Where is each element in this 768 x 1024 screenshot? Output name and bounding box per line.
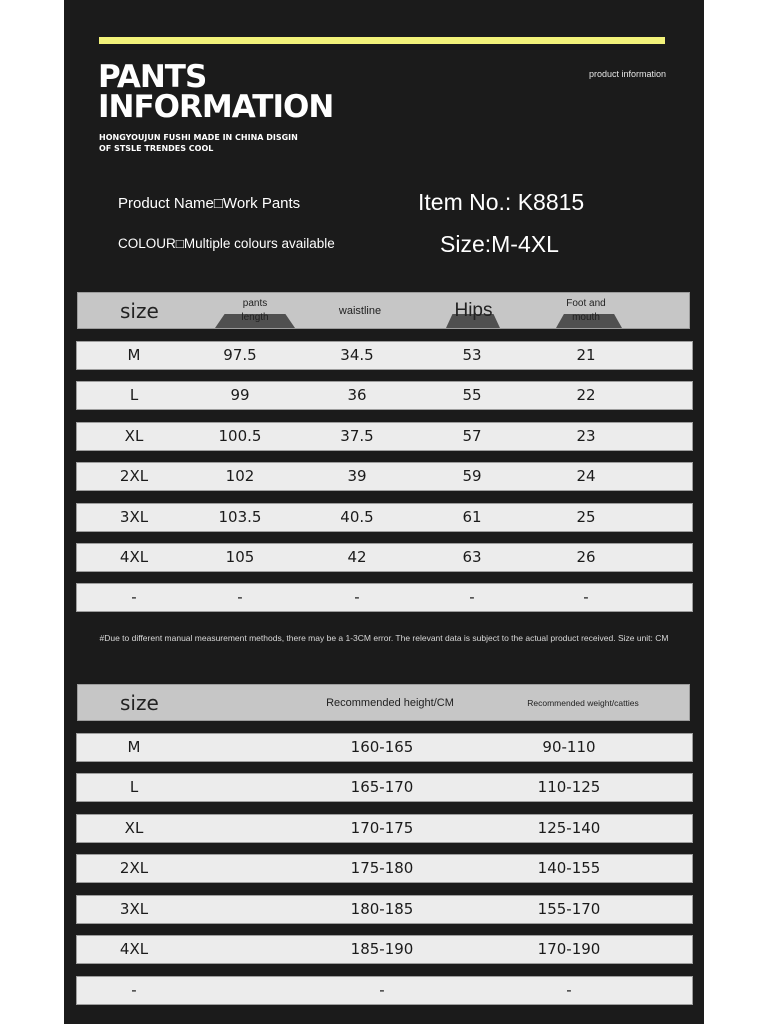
cell-weight: 170-190 — [537, 940, 601, 958]
table-row — [76, 976, 693, 1005]
cell-foot-mouth: 21 — [576, 346, 596, 364]
cell-size: M — [127, 738, 141, 756]
table-row — [76, 733, 693, 762]
cell-waistline: 40.5 — [340, 508, 374, 526]
pants-info-panel — [64, 0, 704, 1024]
cell-pants-length: 99 — [230, 386, 250, 404]
cell-hips: 57 — [462, 427, 482, 445]
cell-size: 3XL — [119, 508, 149, 526]
cell-waistline: 42 — [347, 548, 367, 566]
cell-size: 4XL — [119, 548, 149, 566]
cell-height: 185-190 — [350, 940, 414, 958]
cell-foot-mouth: 25 — [576, 508, 596, 526]
header-pants-length-line-1: pants — [242, 297, 268, 309]
cell-waistline: 37.5 — [340, 427, 374, 445]
cell-height: 170-175 — [350, 819, 414, 837]
cell-size: XL — [124, 819, 144, 837]
header-foot-mouth-line-2: mouth — [572, 311, 600, 323]
accent-bar — [99, 37, 665, 44]
cell-weight: 125-140 — [537, 819, 601, 837]
header-pants-length-line-2: length — [241, 311, 269, 323]
cell-size: M — [127, 346, 141, 364]
header-recommended-weight: Recommended weight/catties — [527, 697, 639, 708]
size-range: Size:M-4XL — [440, 231, 559, 257]
cell-height: 180-185 — [350, 900, 414, 918]
product-information-tag: product information — [588, 69, 666, 79]
cell-pants-length: 103.5 — [218, 508, 262, 526]
cell-weight: 110-125 — [537, 778, 601, 796]
brand-subtitle — [99, 132, 298, 154]
cell-foot-mouth: 23 — [576, 427, 596, 445]
cell-size: 4XL — [119, 940, 149, 958]
table-row — [76, 583, 693, 612]
table-row — [76, 462, 693, 491]
cell-height: 160-165 — [350, 738, 414, 756]
product-colour: COLOUR□Multiple colours available — [118, 236, 335, 251]
cell-size: 2XL — [119, 859, 149, 877]
cell-hips: 53 — [462, 346, 482, 364]
recommend-table-header — [77, 684, 690, 721]
cell-height: 165-170 — [350, 778, 414, 796]
cell-hips: 61 — [462, 508, 482, 526]
item-number: Item No.: K8815 — [418, 189, 585, 215]
table-row — [76, 895, 693, 924]
table-row — [76, 503, 693, 532]
header-foot-mouth-line-1: Foot and — [566, 297, 606, 309]
cell-weight: 90-110 — [542, 738, 596, 756]
cell-foot-mouth: - — [583, 588, 589, 606]
cell-weight: 155-170 — [537, 900, 601, 918]
cell-size: - — [131, 588, 137, 606]
cell-height: - — [379, 981, 385, 999]
header-foot-mouth — [536, 293, 636, 328]
header-recommended-height: Recommended height/CM — [326, 696, 454, 709]
cell-foot-mouth: 24 — [576, 467, 596, 485]
table-row — [76, 422, 693, 451]
cell-size: L — [129, 386, 139, 404]
cell-waistline: 36 — [347, 386, 367, 404]
header-waistline: waistline — [338, 304, 382, 317]
cell-hips: 63 — [462, 548, 482, 566]
header-hips: Hips — [454, 299, 493, 321]
cell-weight: - — [566, 981, 572, 999]
cell-waistline: - — [354, 588, 360, 606]
header-size: size — [120, 298, 159, 323]
page-title — [98, 59, 334, 125]
cell-waistline: 34.5 — [340, 346, 374, 364]
header-size: size — [120, 690, 159, 715]
cell-hips: - — [469, 588, 475, 606]
table-row — [76, 935, 693, 964]
cell-size: 3XL — [119, 900, 149, 918]
cell-foot-mouth: 22 — [576, 386, 596, 404]
measurement-note: #Due to different manual measurement methods, there may be a 1-3CM error. The relevant data is subject to the actual product received. Size unit: CM — [99, 633, 669, 643]
cell-pants-length: 100.5 — [218, 427, 262, 445]
cell-size: - — [131, 981, 137, 999]
title-line-1: PANTS — [98, 59, 207, 95]
cell-size: XL — [124, 427, 144, 445]
table-row — [76, 381, 693, 410]
measure-table-header — [77, 292, 690, 329]
header-pants-length — [205, 293, 305, 328]
table-row — [76, 341, 693, 370]
table-row — [76, 814, 693, 843]
table-row — [76, 773, 693, 802]
product-name: Product Name□Work Pants — [118, 195, 301, 212]
title-line-2: INFORMATION — [98, 89, 334, 125]
cell-foot-mouth: 26 — [576, 548, 596, 566]
table-row — [76, 543, 693, 572]
cell-height: 175-180 — [350, 859, 414, 877]
cell-hips: 55 — [462, 386, 482, 404]
cell-weight: 140-155 — [537, 859, 601, 877]
subtitle-line-1: HONGYOUJUN FUSHI MADE IN CHINA DISGIN — [99, 133, 298, 142]
cell-pants-length: 105 — [225, 548, 255, 566]
table-row — [76, 854, 693, 883]
cell-size: L — [129, 778, 139, 796]
cell-waistline: 39 — [347, 467, 367, 485]
cell-size: 2XL — [119, 467, 149, 485]
cell-pants-length: - — [237, 588, 243, 606]
cell-pants-length: 97.5 — [223, 346, 257, 364]
cell-hips: 59 — [462, 467, 482, 485]
cell-pants-length: 102 — [225, 467, 255, 485]
subtitle-line-2: OF STSLE TRENDES COOL — [99, 144, 214, 153]
